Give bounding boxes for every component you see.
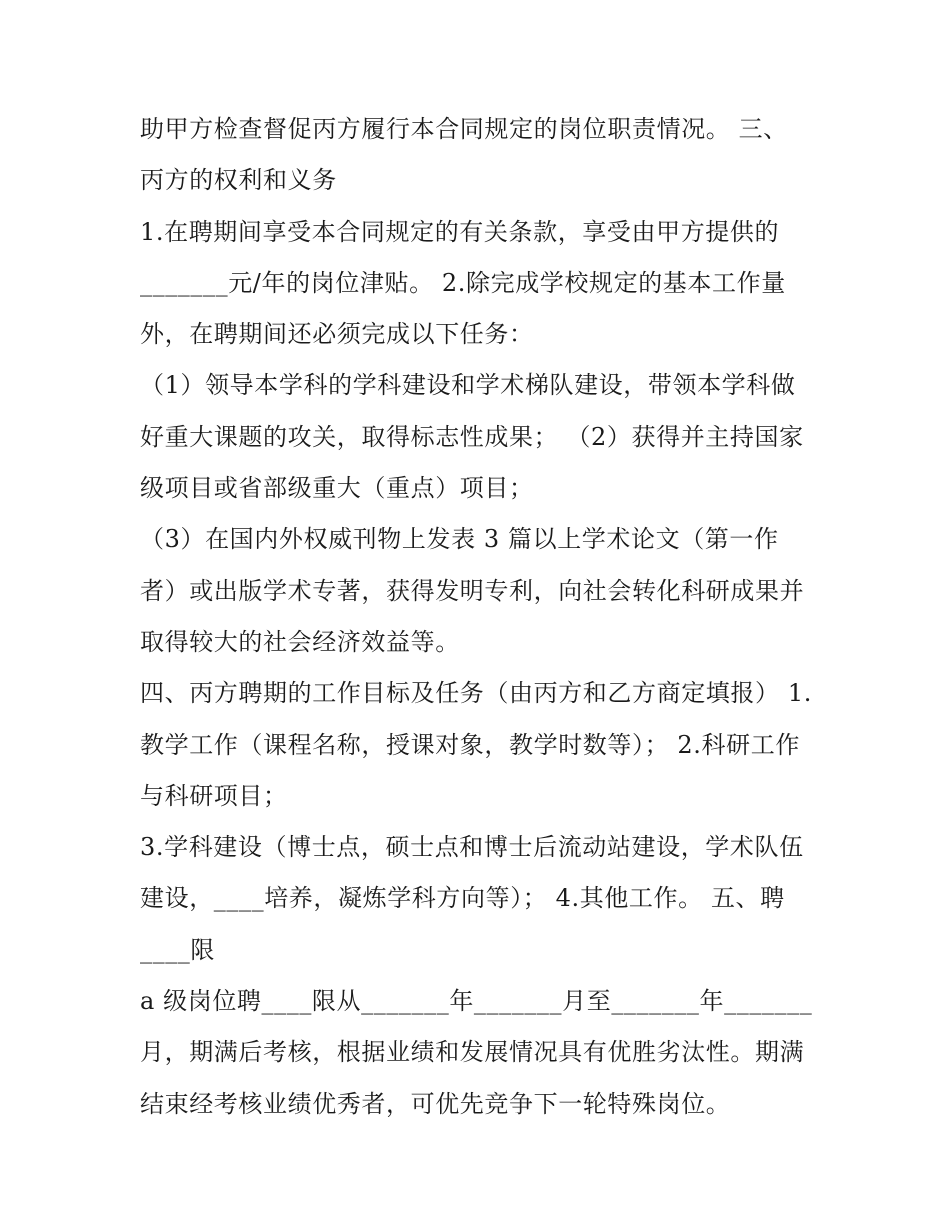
document-body xyxy=(140,104,820,1130)
text-line: 月，期满后考核，根据业绩和发展情况具有优胜劣汰性。期满 xyxy=(140,1038,805,1067)
text-line: _______元/年的岗位津贴。 2.除完成学校规定的基本工作量 xyxy=(140,268,786,297)
text-line: （1）领导本学科的学科建设和学术梯队建设，带领本学科做 xyxy=(140,371,796,400)
text-line: 级项目或省部级重大（重点）项目； xyxy=(140,474,534,503)
text-line: 者）或出版学术专著，获得发明专利，向社会转化科研成果并 xyxy=(140,576,805,605)
text-line: 1.在聘期间享受本合同规定的有关条款，享受由甲方提供的 xyxy=(140,217,780,246)
text-line: 取得较大的社会经济效益等。 xyxy=(140,627,460,656)
text-line: 助甲方检查督促丙方履行本合同规定的岗位职责情况。 三、 xyxy=(140,115,788,143)
text-line: 教学工作（课程名称，授课对象，教学时数等）； 2.科研工作 xyxy=(140,730,800,759)
text-line: （3）在国内外权威刊物上发表 3 篇以上学术论文（第一作 xyxy=(140,525,779,554)
text-line: 丙方的权利和义务 xyxy=(140,166,337,195)
text-line: 四、丙方聘期的工作目标及任务（由丙方和乙方商定填报） 1. xyxy=(140,679,812,708)
text-line: 外，在聘期间还必须完成以下任务： xyxy=(140,320,534,349)
text-line: 3.学科建设（博士点，硕士点和博士后流动站建设，学术队伍 xyxy=(140,833,804,862)
text-line: 与科研项目； xyxy=(140,781,288,810)
text-line: 建设，____培养，凝炼学科方向等）； 4.其他工作。 五、聘 xyxy=(140,884,785,913)
text-line: a 级岗位聘____限从_______年_______月至_______年_______ xyxy=(140,987,813,1016)
text-line: ____限 xyxy=(140,935,215,964)
text-line: 好重大课题的攻关，取得标志性成果； （2）获得并主持国家 xyxy=(140,422,804,451)
text-line: 结束经考核业绩优秀者，可优先竞争下一轮特殊岗位。 xyxy=(140,1089,731,1118)
